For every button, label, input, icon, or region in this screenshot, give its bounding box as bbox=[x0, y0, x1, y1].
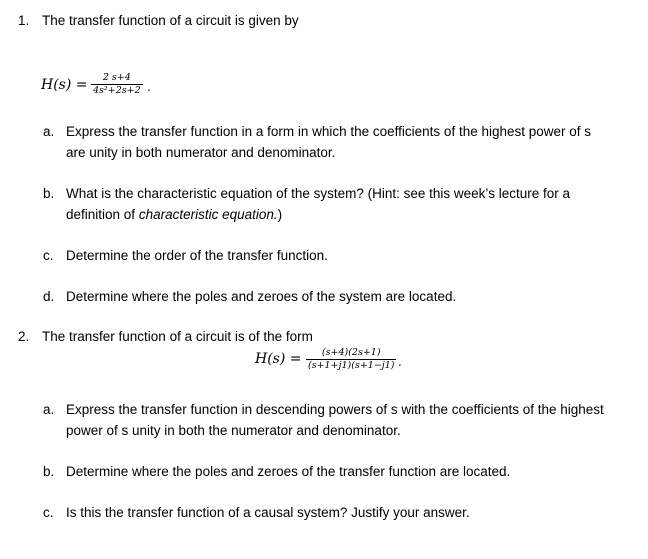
q2-eq-trailing: . bbox=[398, 355, 402, 369]
q1-number: 1. bbox=[18, 13, 30, 28]
q1-b-line2-italic: characteristic equation. bbox=[138, 207, 278, 222]
q1-eq-trailing: . bbox=[147, 80, 151, 94]
q2-a-line1: Express the transfer function in descending powers of s with the coefficients of the highest bbox=[66, 402, 604, 417]
q2-text: The transfer function of a circuit is of the form bbox=[42, 329, 313, 344]
q1-b-text bbox=[66, 183, 636, 225]
q2-eq-numerator: (s+4)(2s+1) bbox=[321, 347, 381, 358]
q1-d-text: Determine where the poles and zeroes of the system are located. bbox=[66, 289, 457, 304]
q1-b-line2-prefix: definition of bbox=[66, 207, 139, 222]
q2-a-label: a. bbox=[43, 402, 55, 417]
q2-b-label: b. bbox=[43, 464, 55, 479]
q2-number: 2. bbox=[18, 329, 30, 344]
q2-eq-lhs: H(s) = bbox=[255, 351, 302, 367]
q1-a-text bbox=[66, 121, 636, 163]
q2-b-text: Determine where the poles and zeroes of the transfer function are located. bbox=[66, 464, 511, 479]
q1-b-label: b. bbox=[43, 186, 55, 201]
q2-eq-denominator: (s+1+j1)(s+1−j1) bbox=[308, 360, 395, 371]
q2-a-text bbox=[66, 399, 636, 441]
q1-eq-fraction bbox=[91, 72, 143, 97]
q1-b-line2 bbox=[66, 204, 636, 225]
q1-eq-lhs: H(s) = bbox=[41, 77, 88, 93]
q2-c-label: c. bbox=[43, 505, 54, 520]
q1-eq-denominator: 4s²+2s+2 bbox=[93, 85, 141, 96]
q1-eq-numerator: 2 s+4 bbox=[102, 72, 131, 83]
q2-c-text: Is this the transfer function of a causal system? Justify your answer. bbox=[66, 505, 470, 520]
q1-a-line1: Express the transfer function in a form in which the coefficients of the highest power of s bbox=[66, 124, 592, 139]
q1-a-label: a. bbox=[43, 124, 55, 139]
q1-b-line1: What is the characteristic equation of the system? (Hint: see this week’s lecture for a bbox=[66, 186, 570, 201]
q1-c-label: c. bbox=[43, 248, 54, 263]
q1-c-text: Determine the order of the transfer function. bbox=[66, 248, 328, 263]
q1-text: The transfer function of a circuit is given by bbox=[42, 13, 299, 28]
q1-a-line2: are unity in both numerator and denominator. bbox=[66, 145, 336, 160]
q2-a-line2: power of s unity in both the numerator and denominator. bbox=[66, 423, 401, 438]
q2-eq-fraction bbox=[306, 347, 396, 372]
q1-b-line2-suffix: ) bbox=[277, 207, 283, 222]
q1-d-label: d. bbox=[43, 289, 55, 304]
